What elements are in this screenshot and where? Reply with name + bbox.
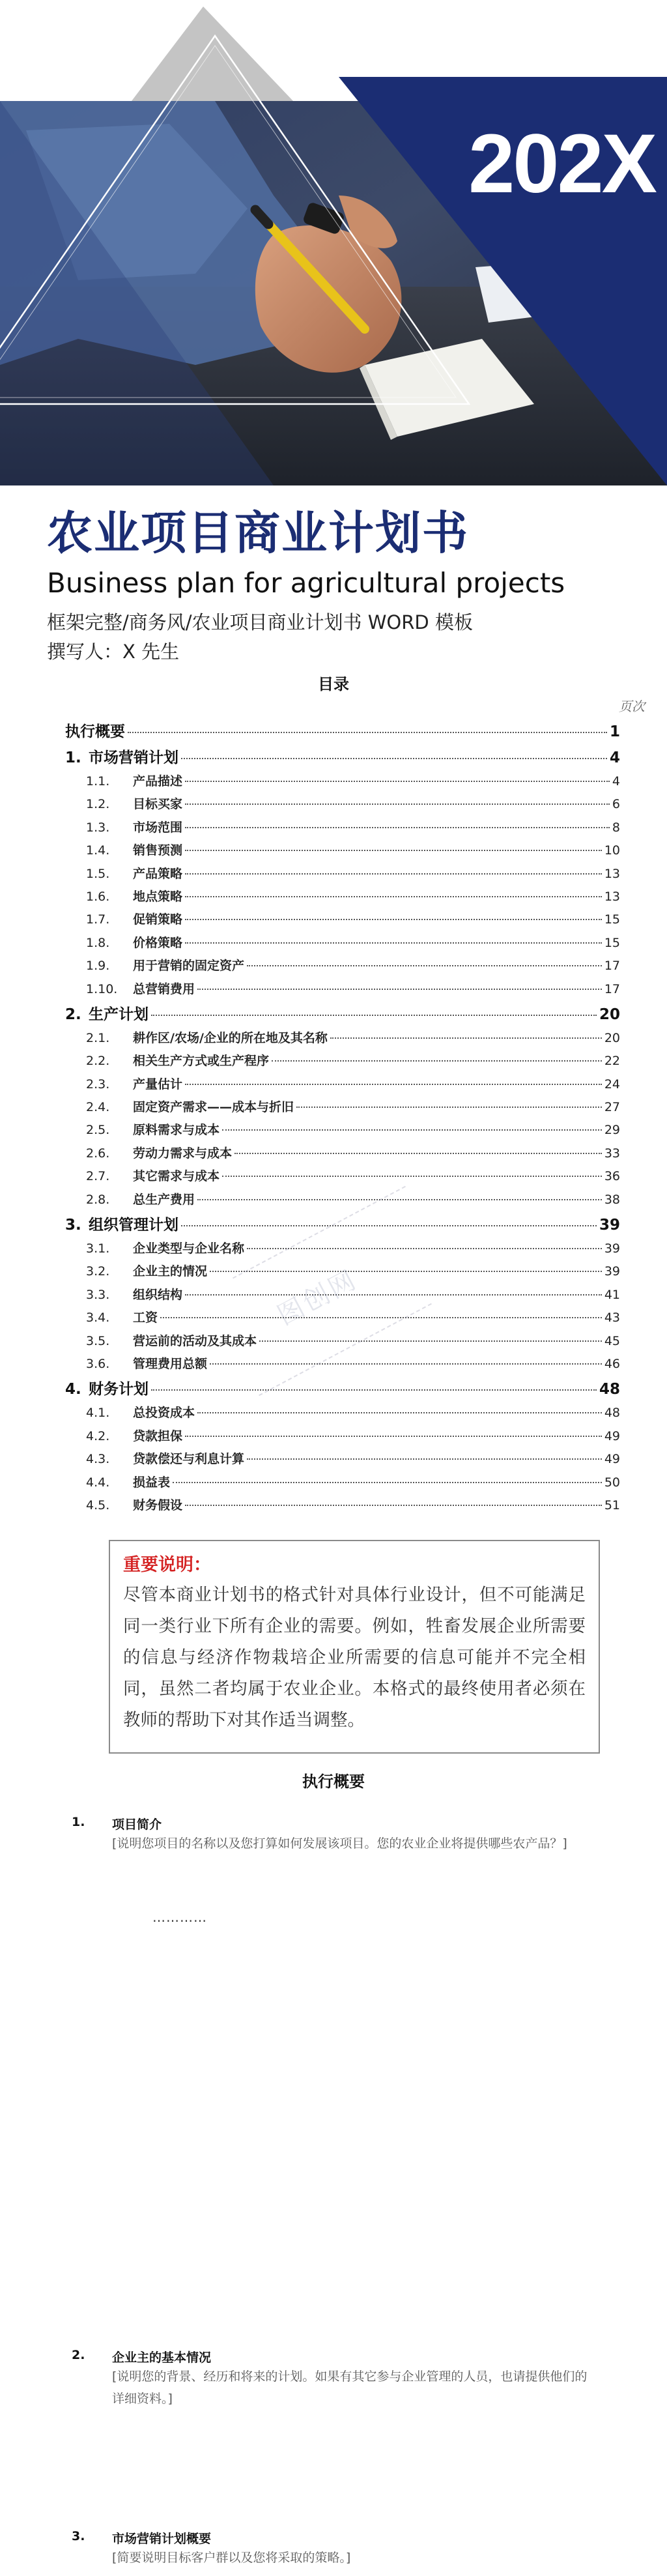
- toc-entry-label: 营运前的活动及其成本: [133, 1333, 257, 1348]
- toc-entry[interactable]: [65, 1403, 620, 1426]
- toc-dot-leader: [173, 1482, 602, 1483]
- document-subtitle: 框架完整/商务风/农业项目商业计划书 WORD 模板: [47, 611, 473, 633]
- toc-entry-label: 促销策略: [133, 912, 183, 927]
- toc-entry[interactable]: [65, 1239, 620, 1262]
- toc-entry[interactable]: [65, 887, 620, 910]
- toc-entry-number: 2.2.: [86, 1054, 110, 1069]
- toc-entry-number: 3.1.: [86, 1241, 110, 1256]
- toc-entry[interactable]: [65, 910, 620, 933]
- toc-entry-number: 3.5.: [86, 1333, 110, 1348]
- toc-entry-page: 51: [604, 1498, 620, 1512]
- toc-entry-label: 相关生产方式或生产程序: [133, 1054, 270, 1069]
- toc-entry-number: 3.3.: [86, 1287, 110, 1302]
- toc-entry-page: 8: [612, 820, 620, 835]
- toc-entry-label: 总投资成本: [133, 1406, 195, 1421]
- toc-entry-label: 销售预测: [133, 843, 183, 858]
- toc-dot-leader: [222, 1129, 602, 1131]
- toc-entry-page: 41: [604, 1287, 620, 1302]
- toc-entry-page: 43: [604, 1310, 620, 1325]
- toc-dot-leader: [197, 1199, 602, 1200]
- toc-dot-leader: [234, 1153, 602, 1154]
- toc-dot-leader: [185, 803, 610, 805]
- toc-dot-leader: [197, 989, 602, 990]
- toc-dot-leader: [128, 732, 607, 733]
- toc-entry-number: 1.10.: [86, 981, 118, 996]
- toc-entry-label: 其它需求与成本: [133, 1169, 220, 1184]
- toc-dot-leader: [185, 1294, 602, 1295]
- toc-entry-label: 产品描述: [133, 774, 183, 789]
- section-desc-marketing-summary: [简要说明目标客户群以及您将采取的策略。]: [112, 2551, 351, 2565]
- toc-entry-label: 贷款担保: [133, 1428, 183, 1443]
- toc-entry-number: 2.6.: [86, 1146, 110, 1161]
- toc-entry-number: 1.2.: [86, 797, 110, 812]
- toc-entry-number: 4.1.: [86, 1406, 110, 1421]
- notice-text: 尽管本商业计划书的格式针对具体行业设计，但不可能满足同一类行业下所有企业的需要。例如，牲畜发展企业所需要的信息与经济作物栽培企业所需要的信息可能并不完全相同，虽然二者均属于农业企业。本格式的最终使用者必须在教师的帮助下对其作适当调整。: [123, 1585, 586, 1730]
- important-notice-box: [109, 1540, 600, 1754]
- toc-entry-page: 39: [604, 1264, 620, 1279]
- toc-dot-leader: [330, 1037, 602, 1039]
- toc-entry-number: 1.5.: [86, 866, 110, 881]
- toc-entry-label: 组织管理计划: [89, 1217, 178, 1234]
- toc-entry-number: 1.8.: [86, 935, 110, 950]
- toc-dot-leader: [185, 1505, 602, 1506]
- toc-entry-number: 2.5.: [86, 1123, 110, 1138]
- toc-entry[interactable]: [65, 1354, 620, 1377]
- toc-entry[interactable]: [65, 1308, 620, 1331]
- toc-dot-leader: [185, 1084, 602, 1085]
- toc-entry[interactable]: [65, 1213, 620, 1239]
- executive-summary-title: 执行概要: [302, 1773, 365, 1791]
- toc-entry-page: 20: [599, 1006, 620, 1023]
- toc-entry-label: 市场营销计划: [89, 749, 178, 766]
- toc-entry[interactable]: [65, 1051, 620, 1074]
- toc-entry[interactable]: [65, 818, 620, 841]
- toc-dot-leader: [247, 1458, 602, 1460]
- toc-entry[interactable]: [65, 772, 620, 794]
- toc-entry[interactable]: [65, 864, 620, 887]
- toc-entry-page: 49: [604, 1428, 620, 1443]
- toc-entry-page: 29: [604, 1123, 620, 1138]
- toc-entry-page: 17: [604, 981, 620, 996]
- notice-title: 重要说明：: [123, 1555, 211, 1575]
- toc-entry-page: 39: [604, 1241, 620, 1256]
- toc-entry-label: 总生产费用: [133, 1192, 195, 1207]
- toc-entry-label: 价格策略: [133, 935, 183, 950]
- toc-dot-leader: [185, 919, 602, 920]
- toc-entry-label: 贷款偿还与利息计算: [133, 1452, 245, 1467]
- toc-entry-label: 工资: [133, 1310, 158, 1325]
- toc-entry-page: 10: [604, 843, 620, 858]
- toc-entry-label: 财务假设: [133, 1498, 183, 1512]
- toc-entry-page: 1: [609, 723, 620, 740]
- cover-banner: [0, 0, 667, 495]
- toc-entry[interactable]: [65, 1144, 620, 1166]
- toc-entry-page: 13: [604, 889, 620, 904]
- section-desc-owner-info: [说明您的背景、经历和将来的计划。如果有其它参与企业管理的人员，也请提供他们的详细资料。]: [112, 2369, 588, 2406]
- toc-entry-number: 1.1.: [86, 774, 110, 789]
- section-number: 1.: [72, 1815, 85, 1829]
- toc-entry-number: 1.6.: [86, 889, 110, 904]
- toc-entry-page: 36: [604, 1169, 620, 1184]
- toc-dot-leader: [296, 1107, 602, 1108]
- toc-entry-number: 2.8.: [86, 1192, 110, 1207]
- toc-entry-label: 企业主的情况: [133, 1264, 208, 1279]
- toc-entry-page: 15: [604, 912, 620, 927]
- toc-entry[interactable]: [65, 1166, 620, 1189]
- toc-entry-label: 原料需求与成本: [133, 1123, 220, 1138]
- toc-entry-label: 地点策略: [133, 889, 183, 904]
- toc-dot-leader: [272, 1060, 602, 1062]
- toc-page-label: 页次: [619, 699, 645, 714]
- toc-entry-label: 产品策略: [133, 866, 183, 881]
- toc-entry-page: 39: [599, 1217, 620, 1234]
- toc-entry-label: 总营销费用: [133, 981, 195, 996]
- section-title-marketing-summary: 市场营销计划概要: [112, 2532, 212, 2546]
- toc-entry-number: 1.: [65, 749, 81, 766]
- toc-entry-page: 45: [604, 1333, 620, 1348]
- toc-entry-number: 2.7.: [86, 1169, 110, 1184]
- toc-dot-leader: [185, 942, 602, 944]
- toc-entry-number: 1.4.: [86, 843, 110, 858]
- toc-dot-leader: [259, 1340, 602, 1342]
- toc-entry-label: 耕作区/农场/企业的所在地及其名称: [133, 1030, 328, 1045]
- toc-dot-leader: [181, 1225, 597, 1226]
- toc-entry-number: 3.: [65, 1217, 81, 1234]
- toc-dot-leader: [160, 1317, 602, 1318]
- toc-entry-label: 财务计划: [89, 1381, 149, 1398]
- toc-entry-label: 企业类型与企业名称: [133, 1241, 245, 1256]
- toc-dot-leader: [185, 1436, 602, 1437]
- document-english-title: Business plan for agricultural projects: [47, 567, 565, 599]
- toc-dot-leader: [185, 850, 602, 851]
- toc-entry-page: 4: [612, 774, 620, 789]
- toc-entry[interactable]: [65, 1075, 620, 1097]
- toc-entry[interactable]: [65, 841, 620, 863]
- toc-dot-leader: [185, 896, 602, 897]
- toc-entry-number: 3.2.: [86, 1264, 110, 1279]
- toc-entry[interactable]: [65, 719, 620, 745]
- toc-dot-leader: [247, 1248, 602, 1249]
- table-of-contents: [65, 719, 620, 1518]
- toc-entry-number: 2.4.: [86, 1100, 110, 1115]
- section-title-project-intro: 项目简介: [112, 1817, 162, 1832]
- toc-entry-number: 1.9.: [86, 959, 110, 974]
- toc-entry-number: 2.: [65, 1006, 81, 1023]
- toc-entry[interactable]: [65, 794, 620, 817]
- toc-entry[interactable]: [65, 1028, 620, 1051]
- toc-entry-number: 3.6.: [86, 1356, 110, 1371]
- toc-entry[interactable]: [65, 1426, 620, 1449]
- toc-entry[interactable]: [65, 1449, 620, 1472]
- toc-entry[interactable]: [65, 1496, 620, 1518]
- toc-entry-page: 17: [604, 959, 620, 974]
- toc-entry-page: 49: [604, 1452, 620, 1467]
- toc-entry-page: 50: [604, 1475, 620, 1490]
- toc-entry-number: 4.: [65, 1381, 81, 1398]
- section-title-owner-info: 企业主的基本情况: [112, 2351, 212, 2365]
- toc-entry-label: 目标买家: [133, 797, 183, 812]
- toc-entry[interactable]: [65, 745, 620, 772]
- toc-dot-leader: [151, 1015, 597, 1016]
- toc-dot-leader: [181, 758, 607, 759]
- grey-triangle-shape: [132, 7, 293, 101]
- toc-entry-label: 产量估计: [133, 1077, 183, 1092]
- cover-illustration: [0, 0, 667, 495]
- toc-entry-page: 38: [604, 1192, 620, 1207]
- toc-entry-label: 固定资产需求——成本与折旧: [133, 1100, 294, 1115]
- toc-entry-number: 4.5.: [86, 1498, 110, 1512]
- toc-entry-page: 48: [599, 1381, 620, 1398]
- toc-entry-number: 3.4.: [86, 1310, 110, 1325]
- toc-entry[interactable]: [65, 1473, 620, 1496]
- toc-dot-leader: [222, 1176, 602, 1177]
- toc-dot-leader: [185, 781, 610, 782]
- toc-entry-label: 用于营销的固定资产: [133, 959, 245, 974]
- toc-entry-number: 2.1.: [86, 1030, 110, 1045]
- toc-dot-leader: [247, 965, 602, 966]
- toc-entry[interactable]: [65, 1120, 620, 1143]
- section-desc-project-intro: [说明您项目的名称以及您打算如何发展该项目。您的农业企业将提供哪些农产品？]: [112, 1836, 567, 1851]
- toc-entry[interactable]: [65, 1377, 620, 1403]
- toc-dot-leader: [185, 873, 602, 875]
- toc-dot-leader: [210, 1363, 602, 1365]
- toc-dot-leader: [151, 1389, 597, 1391]
- toc-dot-leader: [185, 827, 610, 828]
- section-number: 2.: [72, 2348, 85, 2362]
- toc-entry-label: 市场范围: [133, 820, 183, 835]
- toc-entry-label: 管理费用总额: [133, 1356, 208, 1371]
- toc-entry-page: 15: [604, 935, 620, 950]
- toc-entry-label: 劳动力需求与成本: [133, 1146, 233, 1161]
- document-title: 农业项目商业计划书: [47, 506, 469, 560]
- document-author: 撰写人：X 先生: [47, 641, 180, 663]
- cover-year: 202X: [468, 117, 655, 210]
- toc-dot-leader: [197, 1412, 602, 1413]
- placeholder-ellipsis: …………: [152, 1909, 207, 1925]
- toc-entry-page: 22: [604, 1054, 620, 1069]
- toc-entry[interactable]: [65, 1002, 620, 1028]
- toc-entry-page: 46: [604, 1356, 620, 1371]
- toc-entry-number: 1.3.: [86, 820, 110, 835]
- toc-dot-leader: [210, 1271, 602, 1272]
- toc-entry-page: 24: [604, 1077, 620, 1092]
- section-number: 3.: [72, 2529, 85, 2543]
- toc-entry-number: 4.3.: [86, 1452, 110, 1467]
- toc-entry-label: 组织结构: [133, 1287, 183, 1302]
- toc-entry-number: 2.3.: [86, 1077, 110, 1092]
- toc-entry-number: 1.7.: [86, 912, 110, 927]
- toc-entry-page: 13: [604, 866, 620, 881]
- toc-entry-page: 4: [609, 749, 620, 766]
- toc-entry[interactable]: [65, 979, 620, 1002]
- toc-entry-label: 损益表: [133, 1475, 171, 1490]
- toc-entry-page: 6: [612, 797, 620, 812]
- toc-entry[interactable]: [65, 1190, 620, 1213]
- toc-entry[interactable]: [65, 956, 620, 979]
- toc-heading: 目录: [318, 675, 349, 693]
- watermark-text: 图创网: [272, 1264, 363, 1331]
- toc-entry[interactable]: [65, 933, 620, 956]
- toc-entry[interactable]: [65, 1097, 620, 1120]
- toc-entry-label: 执行概要: [65, 723, 125, 740]
- toc-entry-page: 48: [604, 1406, 620, 1421]
- toc-entry-number: 4.2.: [86, 1428, 110, 1443]
- toc-entry-number: 4.4.: [86, 1475, 110, 1490]
- toc-entry-page: 27: [604, 1100, 620, 1115]
- toc-entry-page: 33: [604, 1146, 620, 1161]
- toc-entry-label: 生产计划: [89, 1006, 149, 1023]
- toc-entry-page: 20: [604, 1030, 620, 1045]
